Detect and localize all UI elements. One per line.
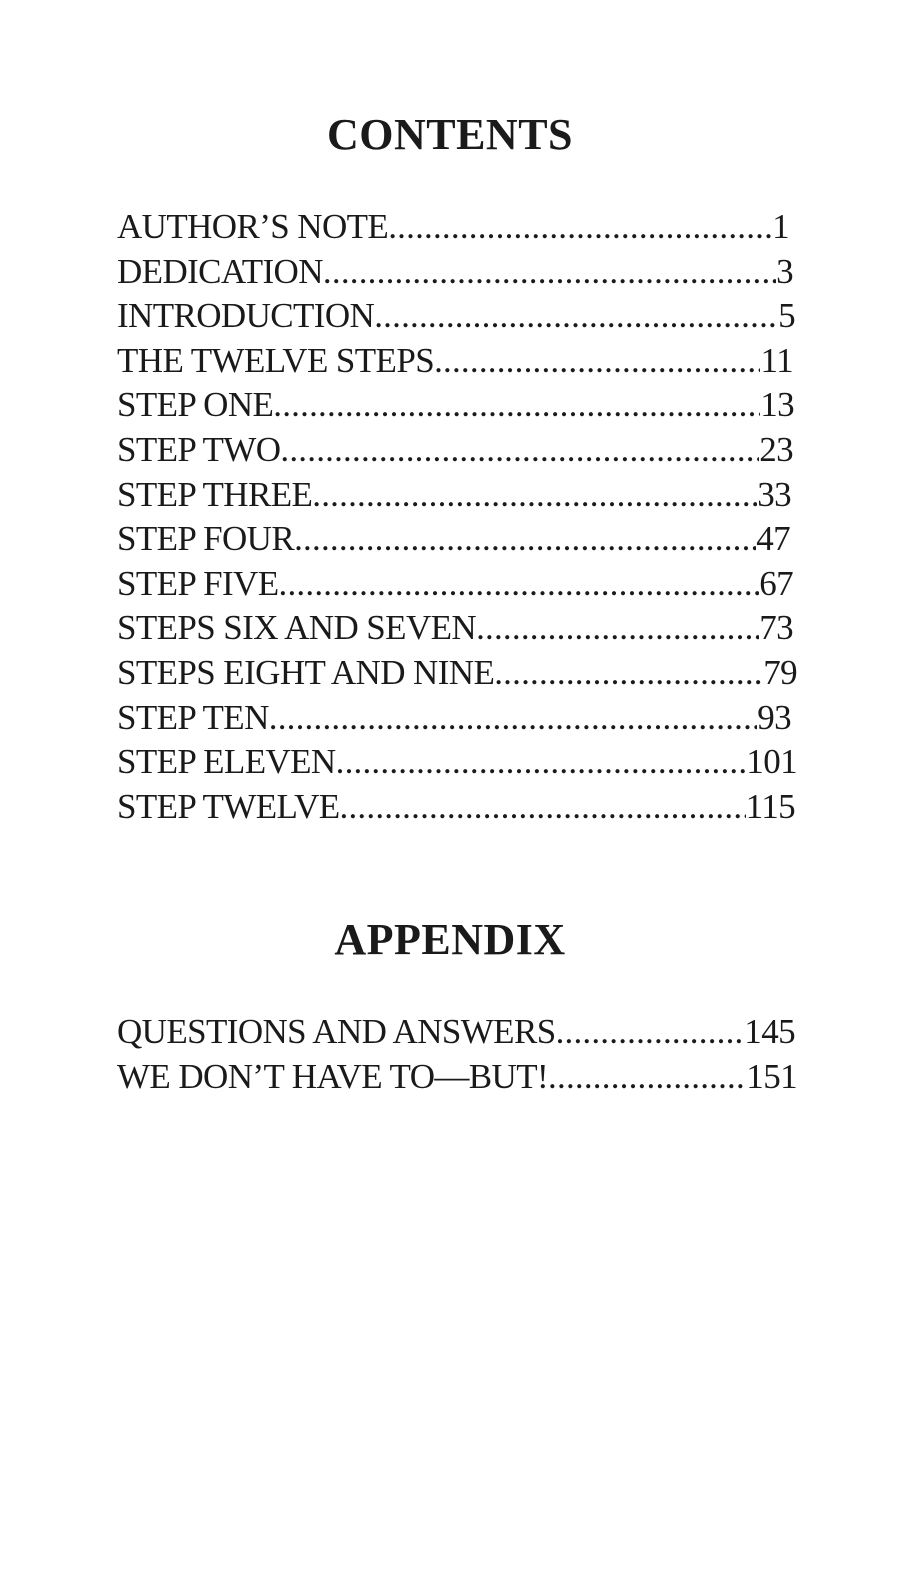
toc-entry-page: 93 <box>757 697 791 737</box>
dot-leader <box>269 696 757 741</box>
toc-entry-title: STEP TWO <box>117 429 281 469</box>
toc-entry-title: STEP ELEVEN <box>117 742 336 782</box>
dot-leader <box>476 606 759 651</box>
contents-list <box>117 205 797 829</box>
toc-entry-page: 23 <box>759 429 793 469</box>
toc-entry-title: QUESTIONS AND ANSWERS <box>117 1012 556 1051</box>
toc-entry-title: STEPS SIX AND SEVEN <box>117 608 477 648</box>
toc-entry-page: 1 <box>772 207 789 246</box>
toc-entry[interactable] <box>117 562 793 607</box>
dot-leader <box>340 785 746 830</box>
toc-entry[interactable] <box>117 785 795 830</box>
toc-entry-title: INTRODUCTION <box>117 296 375 336</box>
dot-leader <box>323 250 776 295</box>
toc-entry-title: DEDICATION <box>117 251 323 291</box>
toc-entry-page: 115 <box>745 786 795 826</box>
toc-entry[interactable] <box>117 517 790 562</box>
toc-entry-page: 5 <box>778 296 795 336</box>
toc-entry[interactable] <box>117 1010 795 1055</box>
dot-leader <box>556 1010 745 1055</box>
toc-entry[interactable] <box>117 606 793 651</box>
toc-entry-page: 101 <box>746 742 797 782</box>
appendix-heading: APPENDIX <box>334 915 566 964</box>
toc-entry-page: 73 <box>759 608 793 648</box>
dot-leader <box>294 517 756 562</box>
dot-leader <box>336 740 747 785</box>
toc-entry-page: 67 <box>759 563 793 603</box>
toc-entry-title: STEP FIVE <box>117 563 279 603</box>
toc-entry-page: 33 <box>757 474 791 514</box>
toc-entry-page: 47 <box>756 519 790 559</box>
toc-entry-title: STEPS EIGHT AND NINE <box>117 652 495 692</box>
toc-entry-title: STEP FOUR <box>117 519 295 559</box>
contents-heading: CONTENTS <box>326 110 574 159</box>
toc-entry[interactable] <box>117 250 793 295</box>
dot-leader <box>279 562 760 607</box>
appendix-list <box>117 1010 797 1099</box>
toc-entry[interactable] <box>117 339 793 384</box>
toc-entry-title: STEP ONE <box>117 385 274 425</box>
dot-leader <box>434 339 760 384</box>
dot-leader <box>273 383 760 428</box>
toc-entry-title: STEP TWELVE <box>117 786 340 826</box>
toc-entry-page: 13 <box>760 385 794 425</box>
toc-entry[interactable] <box>117 428 793 473</box>
toc-entry[interactable] <box>117 383 794 428</box>
toc-entry[interactable] <box>117 294 795 339</box>
dot-leader <box>280 428 759 473</box>
dot-leader <box>388 205 772 250</box>
dot-leader <box>312 473 757 518</box>
toc-entry-page: 145 <box>744 1012 795 1051</box>
toc-entry-title: WE DON’T HAVE TO—BUT! <box>117 1056 549 1096</box>
toc-entry[interactable] <box>117 696 791 741</box>
toc-entry[interactable] <box>117 1055 797 1100</box>
toc-entry[interactable] <box>117 473 791 518</box>
toc-entry-title: THE TWELVE STEPS <box>117 340 435 380</box>
dot-leader <box>494 651 763 696</box>
toc-entry-page: 3 <box>776 251 793 291</box>
toc-entry-page: 11 <box>760 340 793 380</box>
toc-entry[interactable] <box>117 205 789 250</box>
toc-entry-page: 79 <box>763 652 797 692</box>
toc-entry[interactable] <box>117 651 797 696</box>
toc-entry[interactable] <box>117 740 797 785</box>
toc-entry-title: STEP TEN <box>117 697 269 737</box>
toc-entry-title: AUTHOR’S NOTE <box>117 207 389 246</box>
dot-leader <box>374 294 778 339</box>
dot-leader <box>548 1055 746 1100</box>
toc-entry-title: STEP THREE <box>117 474 313 514</box>
toc-entry-page: 151 <box>746 1056 797 1096</box>
